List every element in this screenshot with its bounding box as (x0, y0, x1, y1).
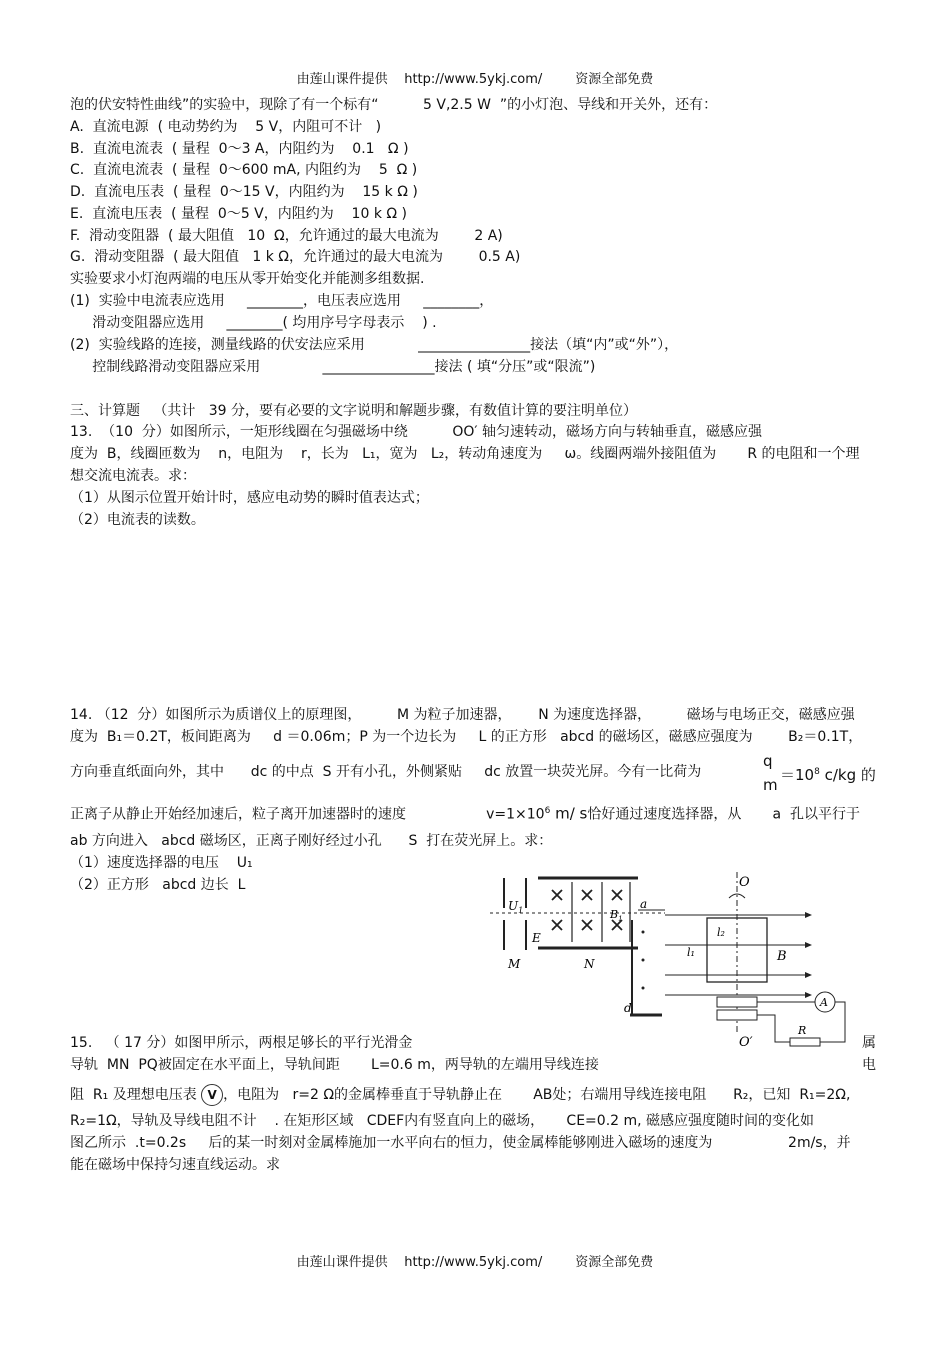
p15-line-end: 电 (862, 1057, 876, 1073)
p14-line: （1）速度选择器的电压 U₁ (70, 855, 253, 871)
p14-line: 度为 B₁＝0.2T，板间距离为 d ＝0.06m；P 为一个边长为 L 的正方形 abcd 的磁场区，磁感应强度为 B₂＝0.1T， (70, 729, 863, 745)
label-e: E (532, 931, 541, 945)
velocity-exponent: 6 (544, 806, 551, 816)
ratio-value: ＝10 (780, 766, 815, 784)
p15-line: 导轨 MN PQ被固定在水平面上，导轨间距 L=0.6 m，两导轨的左端用导线连接 (70, 1057, 599, 1073)
p13-line: 度为 B，线圈匝数为 n，电阻为 r，长为 L₁，宽为 L₂，转动角速度为 ω。线圈两端外接阻值为 R 的电阻和一个理 (70, 446, 860, 462)
label-n: N (584, 957, 595, 971)
charge-ratio-value (780, 763, 876, 784)
p15-line-end: 属 (862, 1035, 876, 1051)
rotating-coil-diagram (665, 870, 855, 1050)
question-1a: (1) 实验中电流表应选用 ________，电压表应选用 ________， (70, 293, 494, 309)
label-b1: $B_1$ (610, 908, 623, 923)
label-m: M (508, 957, 521, 971)
p14-line: （2）正方形 abcd 边长 L (70, 877, 246, 893)
slip-ring (717, 1010, 757, 1020)
label-r: R (798, 1024, 807, 1037)
b2-dot (642, 987, 645, 990)
p15-line: 图乙所示 .t=0.2s 后的某一时刻对金属棒施加一水平向右的恒力，使金属棒能够刚进入磁场的速度为 2m/s，并 (70, 1135, 851, 1151)
velocity-tail: 恰好通过速度选择器，从 a 孔以平行于 (587, 806, 860, 823)
label-o-prime: O′ (739, 1035, 753, 1050)
p13-line: （1）从图示位置开始计时，感应电动势的瞬时值表达式； (70, 490, 429, 506)
p13-line: （2）电流表的读数。 (70, 512, 205, 528)
p15-line3-tail: ，电阻为 r=2 Ω的金属棒垂直于导轨静止在 AB处；右端用导线连接电阻 R₂，已知 R₁=2Ω, (223, 1087, 851, 1103)
page-footer: 由莲山课件提供 http://www.5ykj.com/ 资源全部免费 (296, 1255, 654, 1270)
ammeter-label: A (820, 996, 828, 1009)
b2-dot (642, 931, 645, 934)
label-b: B (777, 949, 787, 964)
label-o: O (739, 875, 750, 890)
intro-line: 泡的伏安特性曲线”的实验中，现除了有一个标有“ 5 V,2.5 W ”的小灯泡、导线和开关外，还有： (70, 97, 718, 113)
mass-spectrometer-diagram (490, 870, 665, 1020)
option-e: E. 直流电压表 ( 量程 0～5 V，内阻约为 10 k Ω ) (70, 206, 407, 222)
wire (757, 1015, 790, 1042)
question-2b: 控制线路滑动变阻器应采用 ________________接法 ( 填“分压”或“限流”) (70, 359, 596, 375)
option-c: C. 直流电流表 ( 量程 0～600 mA, 内阻约为 5 Ω ) (70, 162, 418, 178)
p13-line: 想交流电流表。求： (70, 468, 196, 484)
label-a: a (640, 897, 648, 911)
field-arrowheads (805, 912, 812, 998)
charge-ratio-denominator: m (763, 776, 778, 794)
resistor-icon (790, 1038, 820, 1046)
p14-line: 方向垂直纸面向外，其中 dc 的中点 S 开有小孔，外侧紧贴 dc 放置一块荧光屏。今有一比荷为 (70, 764, 702, 780)
p14-line: ab 方向进入 abcd 磁场区，正离子刚好经过小孔 S 打在荧光屏上。求： (70, 833, 553, 849)
charge-ratio-numerator: q (763, 752, 773, 770)
velocity-unit: m/ s (550, 804, 588, 823)
label-l1: l₁ (687, 946, 695, 959)
p15-line: 15. （ 17 分）如图甲所示，两根足够长的平行光滑金 (70, 1035, 413, 1051)
question-2a: (2) 实验线路的连接，测量线路的伏安法应采用 ________________接法（填“内”或“外”）， (70, 337, 679, 353)
p13-line: 13. （10 分）如图所示，一矩形线圈在匀强磁场中绕 OO′ 轴匀速转动，磁场方向与转轴垂直，磁感应强 (70, 424, 763, 440)
ratio-exponent: 8 (814, 767, 820, 777)
slip-ring (717, 997, 757, 1007)
ratio-unit: c/kg 的 (819, 766, 876, 784)
requirement-text: 实验要求小灯泡两端的电压从零开始变化并能测多组数据. (70, 271, 425, 287)
question-1b: 滑动变阻器应选用 ________( 均用序号字母表示 ) . (70, 315, 437, 331)
option-d: D. 直流电压表 ( 量程 0～15 V，内阻约为 15 k Ω ) (70, 184, 418, 200)
option-b: B. 直流电流表 ( 量程 0～3 A，内阻约为 0.1 Ω ) (70, 141, 409, 157)
p14-line (70, 802, 860, 824)
velocity-text: 正离子从静止开始经加速后，粒子离开加速器时的速度 v=1×10 (70, 806, 545, 823)
b2-dot (642, 959, 645, 962)
option-f: F. 滑动变阻器 ( 最大阻值 10 Ω，允许通过的最大电流为 2 A) (70, 228, 503, 244)
option-g: G. 滑动变阻器 ( 最大阻值 1 k Ω，允许通过的最大电流为 0.5 A) (70, 249, 521, 265)
label-l2: l₂ (717, 926, 725, 939)
p15-line: 能在磁场中保持匀速直线运动。求 (70, 1157, 280, 1173)
label-u1: $U_1$ (508, 899, 524, 915)
page-header: 由莲山课件提供 http://www.5ykj.com/ 资源全部免费 (296, 72, 654, 87)
p15-line3-start: 阻 R₁ 及理想电压表 (70, 1087, 197, 1103)
voltmeter-icon: V (201, 1084, 223, 1106)
p14-line: 14. （12 分）如图所示为质谱仪上的原理图， M 为粒子加速器， N 为速度选择器， 磁场与电场正交，磁感应强 (70, 707, 855, 723)
option-a: A. 直流电源 ( 电动势约为 5 V，内阻可不计 ) (70, 119, 382, 135)
p15-line (70, 1084, 850, 1106)
label-d: d (624, 1001, 632, 1015)
p15-line: R₂=1Ω，导轨及导线电阻不计 . 在矩形区域 CDEF内有竖直向上的磁场， CE=0.2 m, 磁感应强度随时间的变化如 (70, 1113, 815, 1129)
section-3-heading: 三、计算题 （共计 39 分，要有必要的文字说明和解题步骤，有数值计算的要注明单位） (70, 403, 637, 419)
